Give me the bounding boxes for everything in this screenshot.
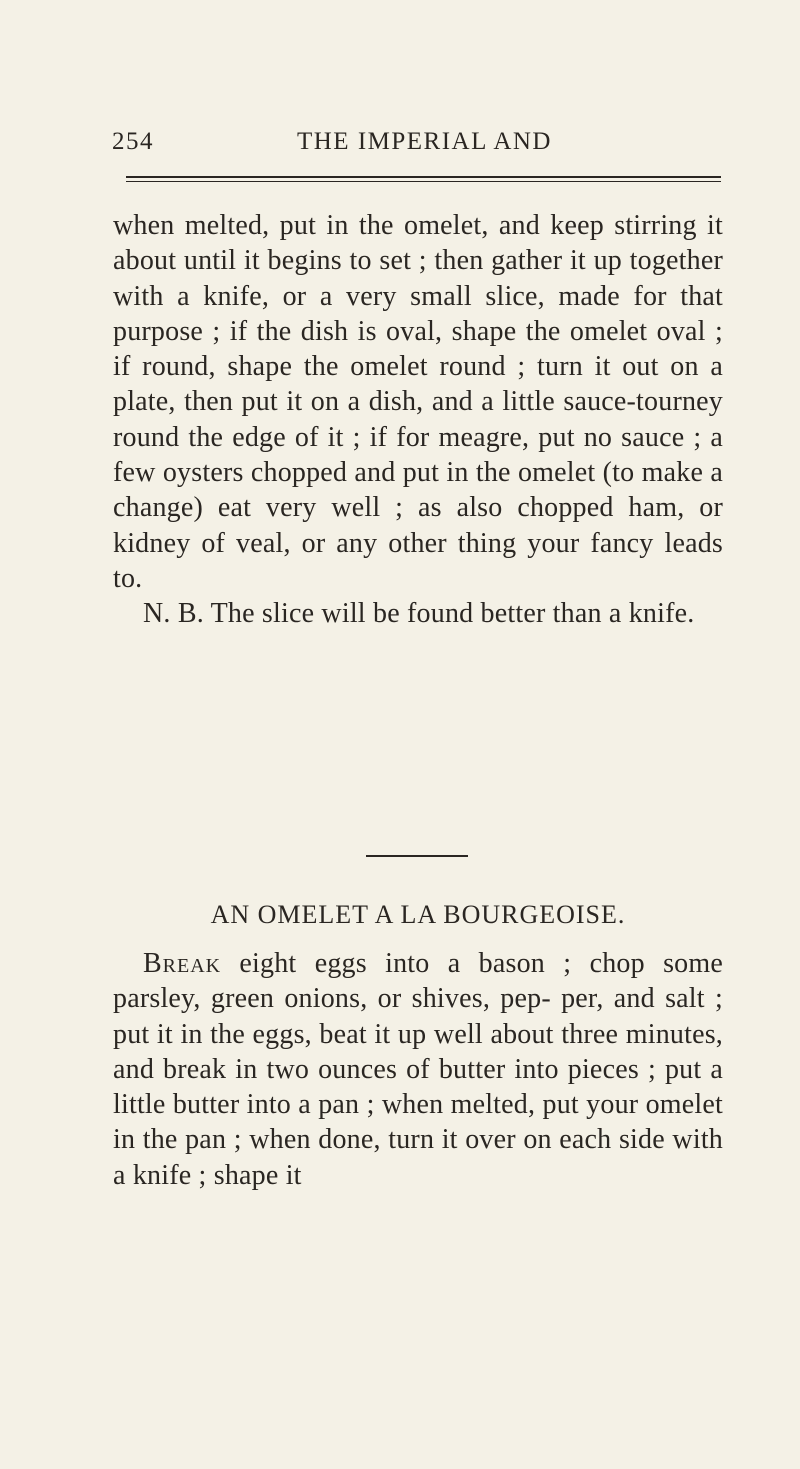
running-head: THE IMPERIAL AND <box>296 128 552 155</box>
page-number: 254 <box>112 128 154 155</box>
body-text <box>113 208 723 632</box>
section-text <box>113 946 723 1193</box>
paragraph <box>113 946 723 1193</box>
section-heading: AN OMELET A LA BOURGEOISE. <box>210 900 626 929</box>
paragraph: when melted, put in the omelet, and keep stirring it about until it begins to set ; then gather it up together with a knife, or a very small slice, made for that purpose ; if the dish is oval, shape the omelet oval ; if round, shape the omelet round ; turn it out on a plate, then put it on a dish, and a little sauce-tourney round the edge of it ; if for meagre, put no sauce ; a few oysters chopped and put in the omelet (to make a change) eat very well ; as also chopped ham, or kidney of veal, or any other thing your fancy leads to. <box>113 210 723 594</box>
header-rule <box>126 176 721 182</box>
section-divider <box>366 855 468 857</box>
paragraph: N. B. The slice will be found better than a knife. <box>143 598 695 630</box>
paragraph-body: eight eggs into a bason ; chop some parsley, green onions, or shives, pep- per, and salt ; put it in the eggs, beat it up well about three minutes, and break in two ounces of butter into pieces ; put a little butter into a pan ; when melted, put your omelet in the pan ; when done, turn it over on each side with a knife ; shape it <box>113 948 723 1191</box>
drop-word: Break <box>143 948 222 979</box>
page-header <box>112 128 722 156</box>
